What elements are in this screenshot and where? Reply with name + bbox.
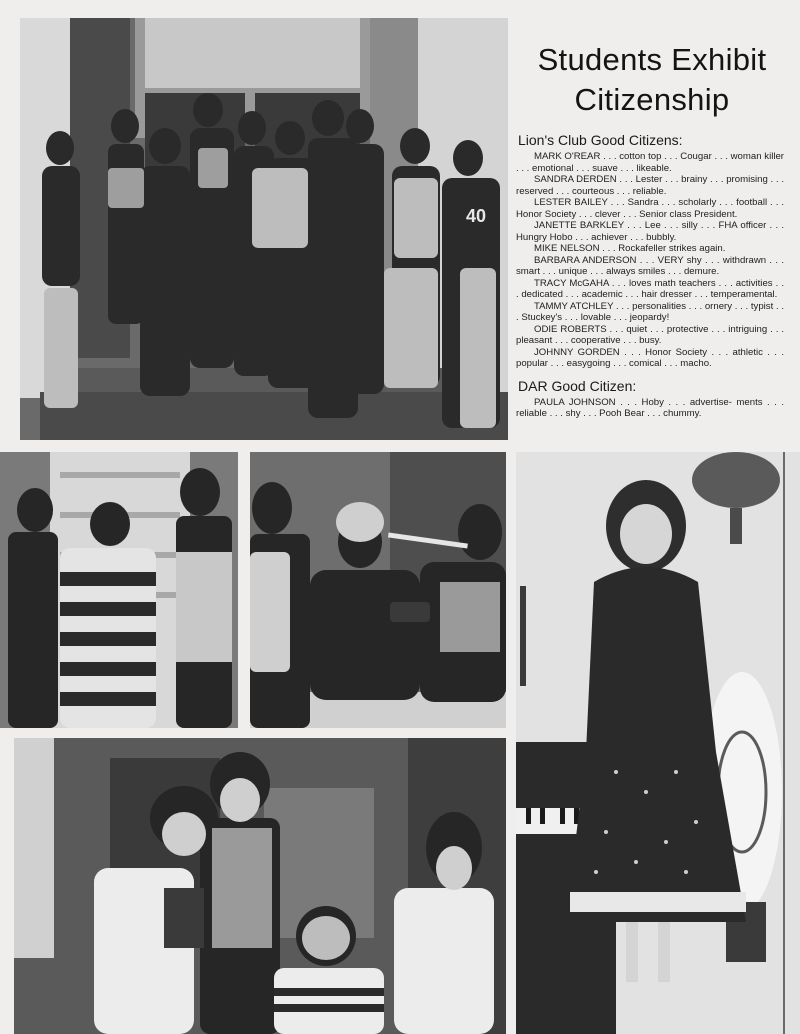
dar-heading: DAR Good Citizen: [518, 377, 637, 394]
group-photo [20, 18, 508, 440]
bio-entry: JOHNNY GORDEN . . . Honor Society . . . athletic . . . popular . . . easygoing . . . comical . . . macho. [516, 346, 784, 369]
bio-entry: MIKE NELSON . . . Rockafeller strikes again. [534, 243, 726, 254]
bio-entry: LESTER BAILEY . . . Sandra . . . scholarly . . . football . . . Honor Society . . . clever . . . Senior class President. [516, 197, 784, 220]
library-photo [0, 452, 238, 728]
bio-entry: TAMMY ATCHLEY . . . personalities . . . ornery . . . typist . . . Stuckey's . . . lovable . . . jeopardy! [516, 300, 784, 323]
bio-entry: MARK O'REAR . . . cotton top . . . Cougar . . . woman killer . . . emotional . . . suave . . . likeable. [516, 151, 784, 174]
bio-entry: SANDRA DERDEN . . . Lester . . . brainy . . . promising . . . reserved . . . courteous . . . reliable. [516, 174, 784, 197]
bio-entry: TRACY McGAHA . . . loves math teachers . . . activities . . . dedicated . . . academic . . . hair dresser . . . temperamental. [516, 277, 784, 300]
portrait-photo [516, 452, 800, 1034]
title-line-1: Students Exhibit [537, 42, 767, 77]
bio-entry: BARBARA ANDERSON . . . VERY shy . . . withdrawn . . . smart . . . unique . . . always smiles . . . demure. [516, 254, 784, 277]
jersey-number: 40 [465, 206, 487, 226]
lions-club-heading: Lion's Club Good Citizens: [518, 132, 683, 148]
classroom-photo [14, 738, 506, 1034]
bio-entry: JANETTE BARKLEY . . . Lee . . . silly . . . FHA officer . . . Hungry Hobo . . . achiever . . . bubbly. [516, 220, 784, 243]
title-line-2: Citizenship [574, 82, 730, 117]
bio-entry: PAULA JOHNSON . . . Hoby . . . advertise- ments . . . reliable . . . shy . . . Pooh Bear . . . chummy. [516, 396, 784, 419]
text-panel [516, 40, 788, 420]
tasting-photo [250, 452, 506, 728]
bio-entry: ODIE ROBERTS . . . quiet . . . protective . . . intriguing . . . pleasant . . . cooperative . . . busy. [516, 323, 784, 346]
page-title [516, 40, 788, 120]
